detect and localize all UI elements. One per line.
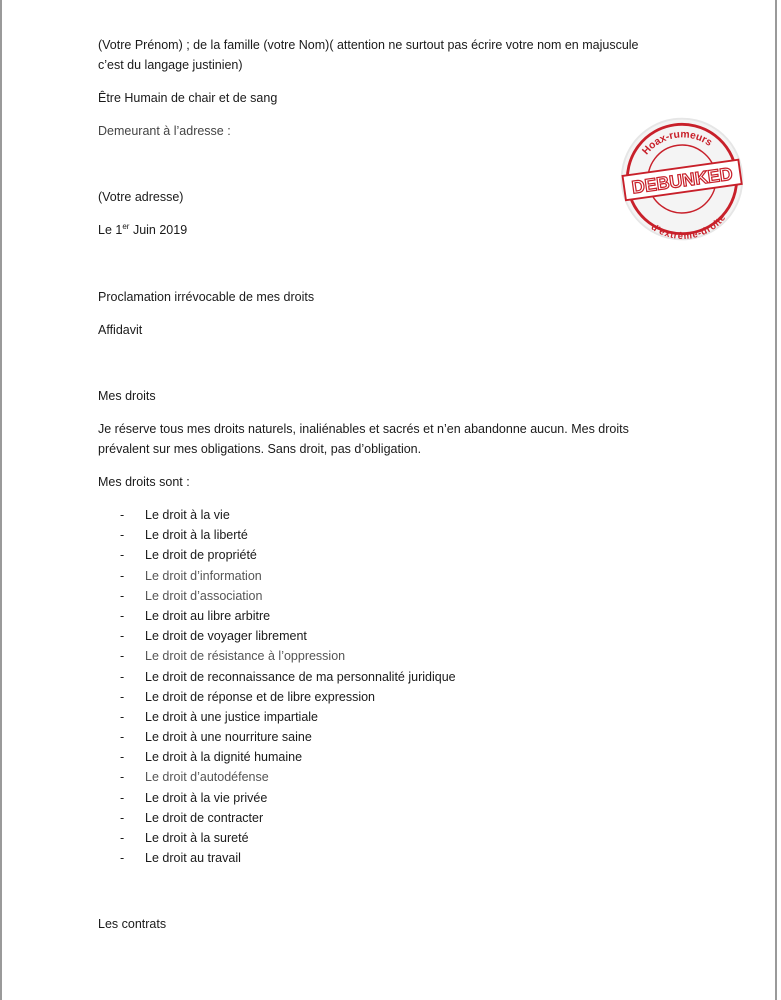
- list-item: [120, 646, 456, 666]
- stamp-bottom-text: d'extrême-droite: [649, 212, 728, 242]
- rights-heading: Mes droits: [98, 389, 156, 403]
- bullet-dash: -: [120, 568, 125, 583]
- list-item: [120, 747, 456, 767]
- list-item-text: Le droit de voyager librement: [145, 629, 307, 644]
- list-item: [120, 828, 456, 848]
- list-item: [120, 848, 456, 868]
- list-item: [120, 525, 456, 545]
- rights-intro: Mes droits sont :: [98, 475, 190, 489]
- list-item-text: Le droit d’information: [145, 568, 262, 583]
- list-item: [120, 687, 456, 707]
- list-item: [120, 505, 456, 525]
- rights-paragraph-line-1: Je réserve tous mes droits naturels, inaliénables et sacrés et n’en abandonne aucun. Mes droits: [98, 422, 629, 436]
- proclamation-title: Proclamation irrévocable de mes droits: [98, 290, 315, 304]
- bullet-dash: -: [120, 689, 125, 704]
- list-item-text: Le droit de contracter: [145, 810, 264, 825]
- bullet-dash: -: [120, 588, 125, 603]
- bullet-dash: -: [120, 750, 125, 765]
- list-item-text: Le droit au travail: [145, 851, 241, 866]
- bullet-dash: -: [120, 790, 125, 805]
- date-suffix: Juin 2019: [129, 223, 188, 237]
- bullet-dash: -: [120, 851, 125, 866]
- date-line: [98, 220, 187, 240]
- list-item: [120, 586, 456, 606]
- list-item-text: Le droit de reconnaissance de ma personnalité juridique: [145, 669, 456, 684]
- rights-paragraph-line-2: prévalent sur mes obligations. Sans droit, pas d’obligation.: [98, 442, 422, 456]
- bullet-dash: -: [120, 730, 125, 745]
- list-item-text: Le droit de résistance à l’oppression: [145, 649, 346, 664]
- list-item: [120, 727, 456, 747]
- list-item-text: Le droit à une justice impartiale: [145, 709, 319, 724]
- bullet-dash: -: [120, 548, 125, 563]
- list-item: [120, 566, 456, 586]
- list-item-text: Le droit à la liberté: [145, 528, 248, 543]
- list-item-text: Le droit à la dignité humaine: [145, 750, 303, 765]
- stamp-top-text: Hoax-rumeurs: [640, 129, 714, 158]
- affidavit-title: Affidavit: [98, 323, 143, 337]
- bullet-dash: -: [120, 649, 125, 664]
- bullet-dash: -: [120, 669, 125, 684]
- list-item-text: Le droit à la vie privée: [145, 790, 268, 805]
- bullet-dash: -: [120, 770, 125, 785]
- date-ordinal: er: [122, 221, 130, 231]
- bullet-dash: -: [120, 810, 125, 825]
- header-line-2: c’est du langage justinien): [98, 58, 243, 72]
- list-item-text: Le droit d’association: [145, 588, 263, 603]
- list-item-text: Le droit à une nourriture saine: [145, 730, 312, 745]
- list-item: [120, 767, 456, 787]
- stamp-center-text: DEBUNKED: [630, 163, 734, 198]
- bullet-dash: -: [120, 709, 125, 724]
- list-item: [120, 626, 456, 646]
- being-line: Être Humain de chair et de sang: [98, 91, 278, 105]
- rights-list: [120, 505, 456, 868]
- header-line-1: (Votre Prénom) ; de la famille (votre Nom)( attention ne surtout pas écrire votre nom en majuscule: [98, 38, 639, 52]
- stamp-group: [616, 113, 748, 245]
- list-item-text: Le droit d’autodéfense: [145, 770, 269, 785]
- bullet-dash: -: [120, 508, 125, 522]
- list-item-text: Le droit de propriété: [145, 548, 257, 563]
- bullet-dash: -: [120, 608, 125, 623]
- debunked-stamp: [616, 113, 748, 245]
- list-item-text: Le droit à la sureté: [145, 831, 249, 845]
- list-item: [120, 808, 456, 828]
- list-item: [120, 606, 456, 626]
- list-item-text: Le droit à la vie: [145, 508, 230, 522]
- bullet-dash: -: [120, 831, 125, 845]
- address-line: (Votre adresse): [98, 190, 184, 204]
- list-item-text: Le droit au libre arbitre: [145, 608, 271, 623]
- list-item: [120, 667, 456, 687]
- contracts-heading: Les contrats: [98, 917, 167, 931]
- list-item: [120, 707, 456, 727]
- bullet-dash: -: [120, 528, 125, 543]
- bullet-dash: -: [120, 629, 125, 644]
- date-prefix: Le 1: [98, 223, 123, 237]
- residing-line: Demeurant à l’adresse :: [98, 124, 231, 138]
- list-item-text: Le droit de réponse et de libre expression: [145, 689, 376, 704]
- list-item: [120, 788, 456, 808]
- list-item: [120, 545, 456, 565]
